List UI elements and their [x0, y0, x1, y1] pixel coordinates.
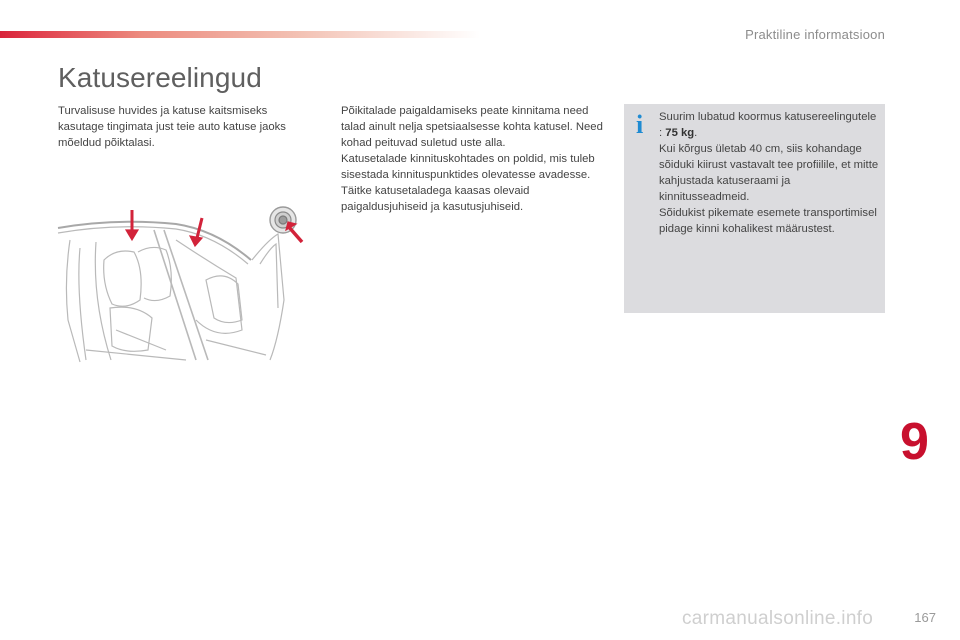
section-header: Praktiline informatsioon	[745, 27, 885, 42]
info-load-line: Suurim lubatud koormus katusereelingutele : 75 kg.	[659, 111, 877, 139]
info-regulation-line: Sõidukist pikemate esemete transportimisel pidage kinni kohalikest määrustest.	[659, 207, 877, 235]
max-load-value: 75 kg	[665, 127, 695, 139]
instructions-paragraph-1: Põikitalade paigaldamiseks peate kinnitama need talad ainult nelja spetsiaalsesse kohta katusel. Need kohad peituvad suletud uste alla.	[341, 105, 603, 149]
instructions-paragraph-3: Täitke katusetaladega kaasas olevaid paigaldusjuhiseid ja kasutusjuhiseid.	[341, 185, 530, 213]
page-title: Katusereelingud	[58, 62, 262, 93]
watermark: carmanualsonline.info	[682, 608, 874, 629]
info-speed-line: Kui kõrgus ületab 40 cm, siis kohandage sõiduki kiirust vastavalt tee profiilile, et mitte kahjustada katuseraami ja kinnitusseadmeid.	[659, 143, 879, 203]
page-number: 167	[914, 610, 936, 625]
info-box	[624, 104, 885, 313]
instructions-column	[341, 103, 609, 215]
car-roof-illustration	[56, 200, 306, 365]
info-text	[659, 109, 879, 237]
instructions-paragraph-2: Katusetalade kinnituskohtades on poldid, mis tuleb sisestada kinnituspunktides olevatesse avadesse.	[341, 153, 595, 181]
chapter-number: 9	[900, 413, 929, 471]
header-accent-bar	[0, 31, 480, 38]
intro-text: Turvalisuse huvides ja katuse kaitsmiseks kasutage tingimata just teie auto katuse jaoks mõeldud põiktalasi.	[58, 105, 286, 149]
info-icon: i	[636, 110, 644, 139]
intro-column	[58, 103, 310, 151]
